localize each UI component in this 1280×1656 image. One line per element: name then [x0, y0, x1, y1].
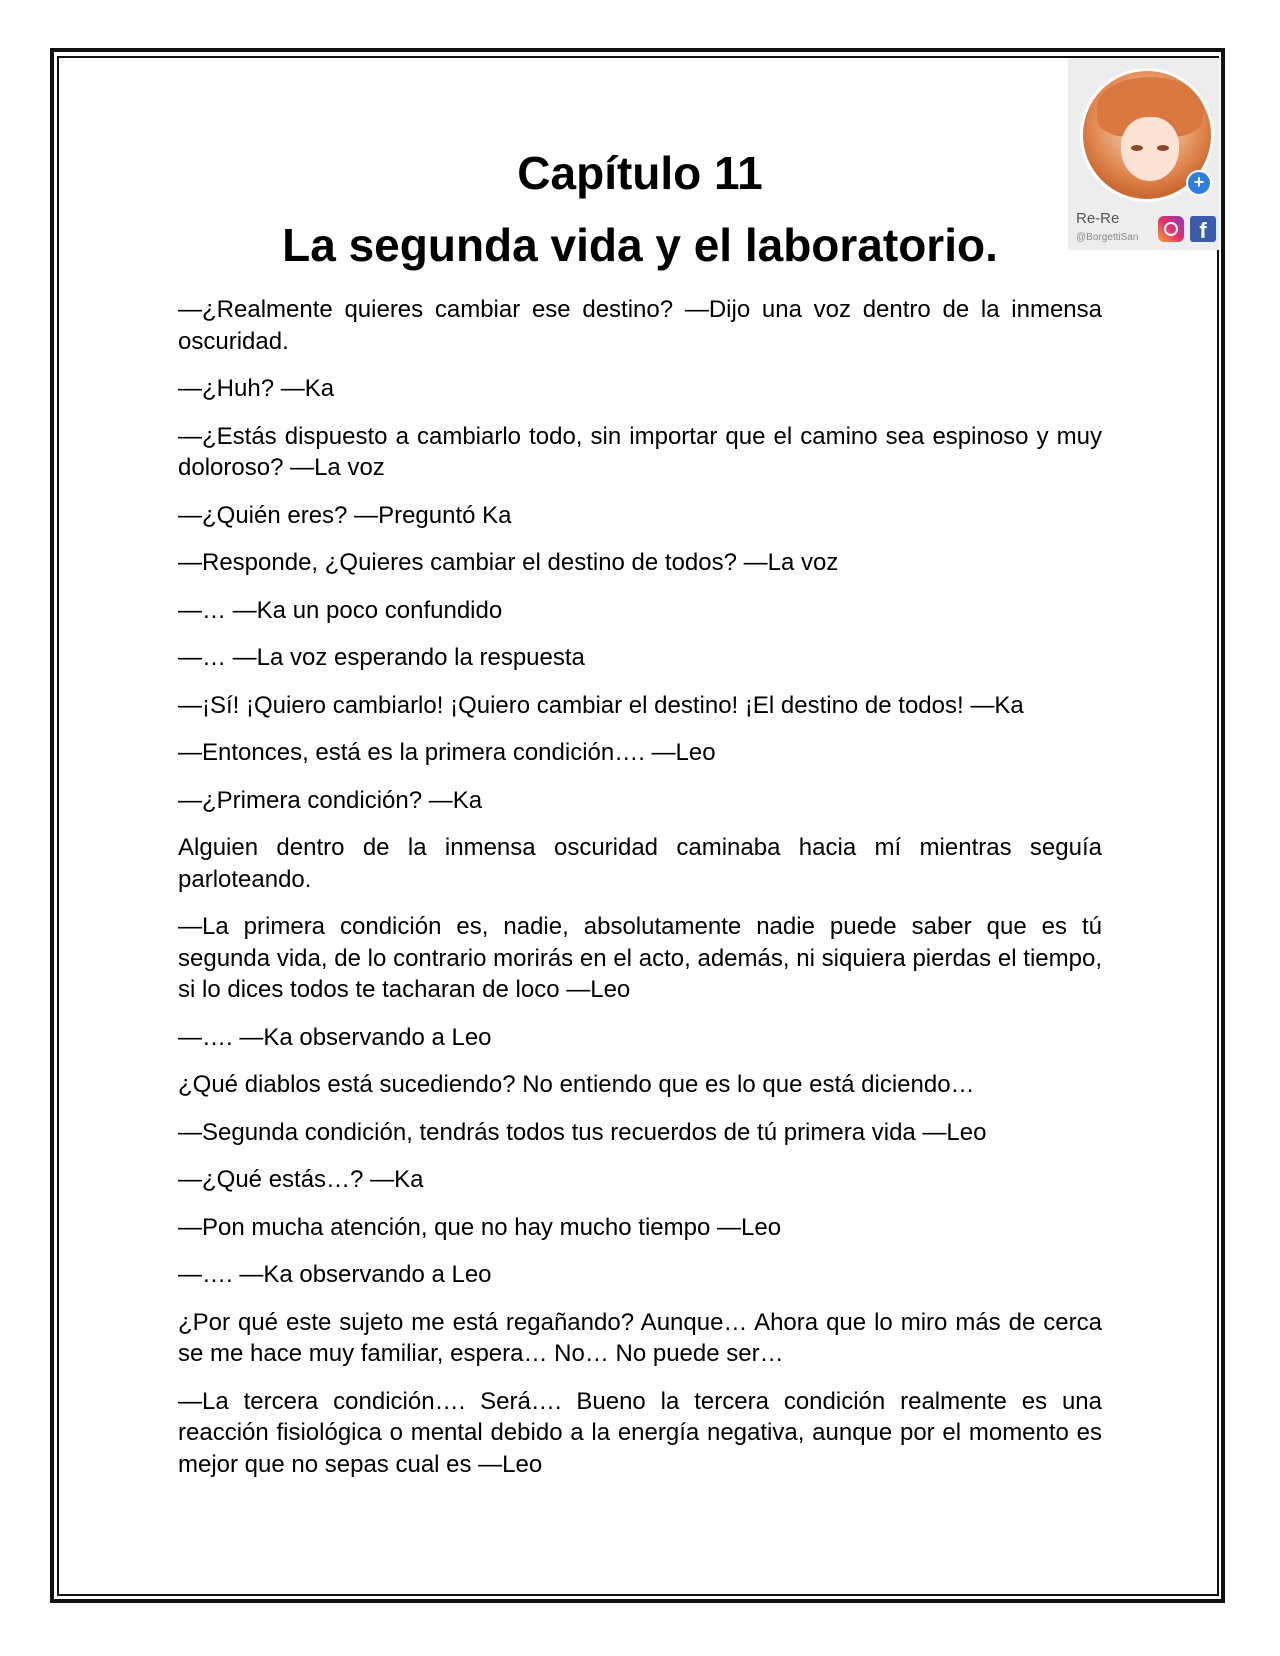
paragraph: —Pon mucha atención, que no hay mucho tiempo —Leo	[178, 1213, 782, 1241]
paragraph: —Responde, ¿Quieres cambiar el destino de todos? —La voz	[178, 549, 839, 576]
chapter-title: Capítulo 11	[517, 147, 763, 199]
paragraph: —La primera condición es, nadie, absolutamente nadie puede saber que es tú segunda vida, de lo contrario morirás en el acto, además, ni siquiera pierdas el tiempo, si lo dices todos te tacharan de loco —Leo	[178, 913, 1102, 1003]
paragraph: —… —La voz esperando la respuesta	[178, 644, 585, 671]
author-name: Re-Re	[1076, 210, 1120, 227]
paragraph: ¿Qué diablos está sucediendo? No entiendo que es lo que está diciendo…	[178, 1071, 975, 1098]
paragraph: —¿Realmente quieres cambiar ese destino? —Dijo una voz dentro de la inmensa oscuridad.	[178, 296, 1102, 355]
chapter-body	[178, 294, 1102, 1496]
paragraph: —¿Quién eres? —Preguntó Ka	[178, 501, 512, 529]
paragraph: —¿Huh? —Ka	[178, 375, 335, 402]
author-handle: @BorgettiSan	[1076, 232, 1139, 243]
paragraph: —¿Estás dispuesto a cambiarlo todo, sin importar que el camino sea espinoso y muy doloroso? —La voz	[178, 422, 1102, 481]
paragraph: —¿Primera condición? —Ka	[178, 786, 483, 814]
plus-icon[interactable]: +	[1186, 170, 1212, 196]
paragraph: —¿Qué estás…? —Ka	[178, 1166, 424, 1193]
paragraph: ¿Por qué este sujeto me está regañando? Aunque… Ahora que lo miro más de cerca se me hace muy familiar, espera… No… No puede ser…	[178, 1308, 1102, 1367]
paragraph: —¡Sí! ¡Quiero cambiarlo! ¡Quiero cambiar el destino! ¡El destino de todos! —Ka	[178, 691, 1024, 719]
chapter-subtitle: La segunda vida y el laboratorio.	[282, 219, 998, 271]
paragraph: —Entonces, está es la primera condición…. —Leo	[178, 739, 716, 766]
paragraph: —La tercera condición…. Será…. Bueno la tercera condición realmente es una reacción fisiológica o mental debido a la energía negativa, aunque por el momento es mejor que no sepas cual es —Leo	[178, 1387, 1102, 1478]
paragraph: —…. —Ka observando a Leo	[178, 1261, 492, 1288]
paragraph: Alguien dentro de la inmensa oscuridad caminaba hacia mí mientras seguía parloteando.	[178, 834, 1102, 893]
paragraph: —… —Ka un poco confundido	[178, 596, 503, 624]
paragraph: —Segunda condición, tendrás todos tus recuerdos de tú primera vida —Leo	[178, 1118, 987, 1146]
facebook-icon[interactable]: f	[1190, 216, 1216, 242]
paragraph: —…. —Ka observando a Leo	[178, 1023, 492, 1051]
